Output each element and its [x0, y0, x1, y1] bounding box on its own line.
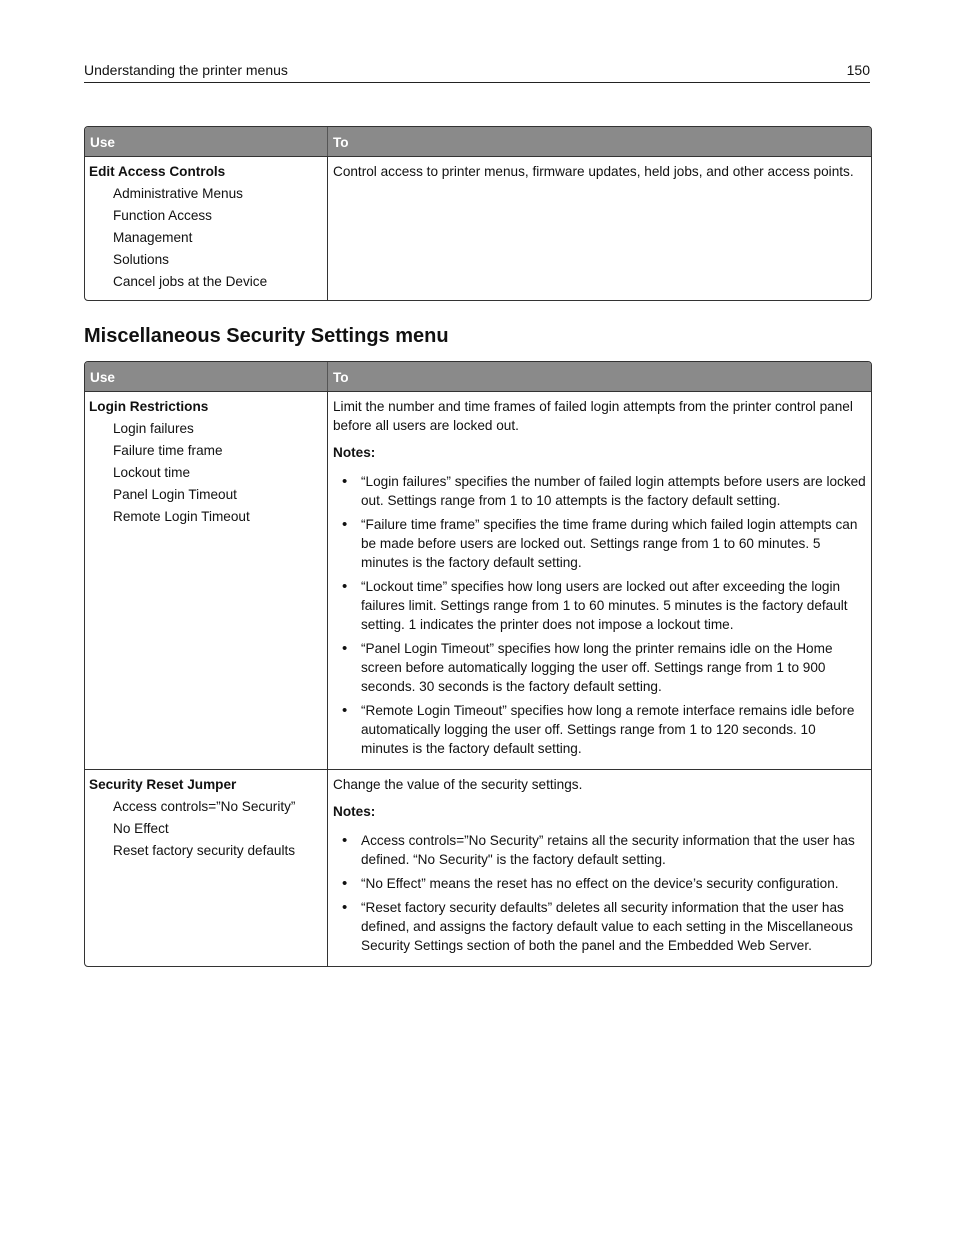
note-bullet: • “Reset factory security defaults” deletes all security information that the user has defined, and assigns the factory default value to each setting in the Miscellaneous Security Settings section of both the panel and the Embedded Web Server. [333, 898, 866, 955]
table-row [85, 391, 871, 769]
to-cell [328, 157, 871, 300]
menu-subitem: Failure time frame [113, 443, 223, 458]
column-header-to: To [333, 135, 349, 150]
table-header-row [85, 362, 871, 391]
note-bullet: • “Lockout time” specifies how long users are locked out after exceeding the login failures limit. Settings range from 1 to 60 minutes. 5 minutes is the factory default setting. 1 indicates the printer does not impose a lockout time. [333, 577, 866, 634]
use-cell [85, 392, 328, 769]
page-header [84, 60, 870, 83]
menu-subitem: Reset factory security defaults [113, 843, 296, 858]
description-text: Change the value of the security settings. [333, 777, 583, 792]
menu-subitem: Management [113, 230, 193, 245]
table-header-row [85, 127, 871, 156]
note-bullet: • Access controls=”No Security” retains all the security information that the user has defined. “No Security" is the factory default setting. [333, 831, 866, 869]
column-header-use: Use [85, 362, 328, 391]
notes-label: Notes: [333, 804, 376, 819]
table-row [85, 156, 871, 300]
use-cell [85, 157, 328, 300]
menu-subitem: Cancel jobs at the Device [113, 274, 268, 289]
to-cell [328, 770, 871, 966]
section-title: Miscellaneous Security Settings menu [84, 325, 449, 347]
menu-subitem: Administrative Menus [113, 186, 243, 201]
note-bullet: • “Failure time frame” specifies the time frame during which failed login attempts can be made before users are locked out. Settings range from 1 to 60 minutes. 5 minutes is the factory default setting. [333, 515, 866, 572]
table-row [85, 769, 871, 966]
note-bullet: • “Login failures” specifies the number of failed login attempts before users are locked out. Settings range from 1 to 10 attempts is the factory default setting. [333, 472, 866, 510]
running-header-title: Understanding the printer menus [84, 62, 288, 78]
menu-subitem: Login failures [113, 421, 194, 436]
note-bullet: • “Panel Login Timeout” specifies how long the printer remains idle on the Home screen before automatically logging the user off. Settings range from 1 to 900 seconds. 30 seconds is the factory default setting. [333, 639, 866, 696]
notes-label: Notes: [333, 445, 376, 460]
menu-subitem: Solutions [113, 252, 169, 267]
to-cell [328, 392, 871, 769]
page-number: 150 [846, 62, 870, 78]
edit-access-controls-table [84, 126, 872, 301]
description-text: Control access to printer menus, firmware updates, held jobs, and other access points. [333, 164, 854, 179]
menu-item-title: Login Restrictions [89, 399, 209, 414]
menu-item-title: Edit Access Controls [89, 164, 226, 179]
menu-subitem: Function Access [113, 208, 212, 223]
description-text: Limit the number and time frames of failed login attempts from the printer control panel before all users are locked out. [333, 399, 853, 433]
menu-subitem: Lockout time [113, 465, 191, 480]
misc-security-settings-table [84, 361, 872, 967]
menu-subitem: No Effect [113, 821, 169, 836]
note-bullet: • “Remote Login Timeout” specifies how long a remote interface remains idle before automatically logging the user off. Settings range from 1 to 120 seconds. 10 minutes is the factory default setting. [333, 701, 866, 758]
menu-subitem: Access controls=”No Security” [113, 799, 296, 814]
column-header-use: Use [85, 127, 328, 156]
note-bullet: • “No Effect” means the reset has no effect on the device’s security configuration. [333, 874, 866, 893]
column-header-to: To [333, 370, 349, 385]
menu-subitem: Remote Login Timeout [113, 509, 250, 524]
menu-subitem: Panel Login Timeout [113, 487, 237, 502]
menu-item-title: Security Reset Jumper [89, 777, 237, 792]
use-cell [85, 770, 328, 966]
